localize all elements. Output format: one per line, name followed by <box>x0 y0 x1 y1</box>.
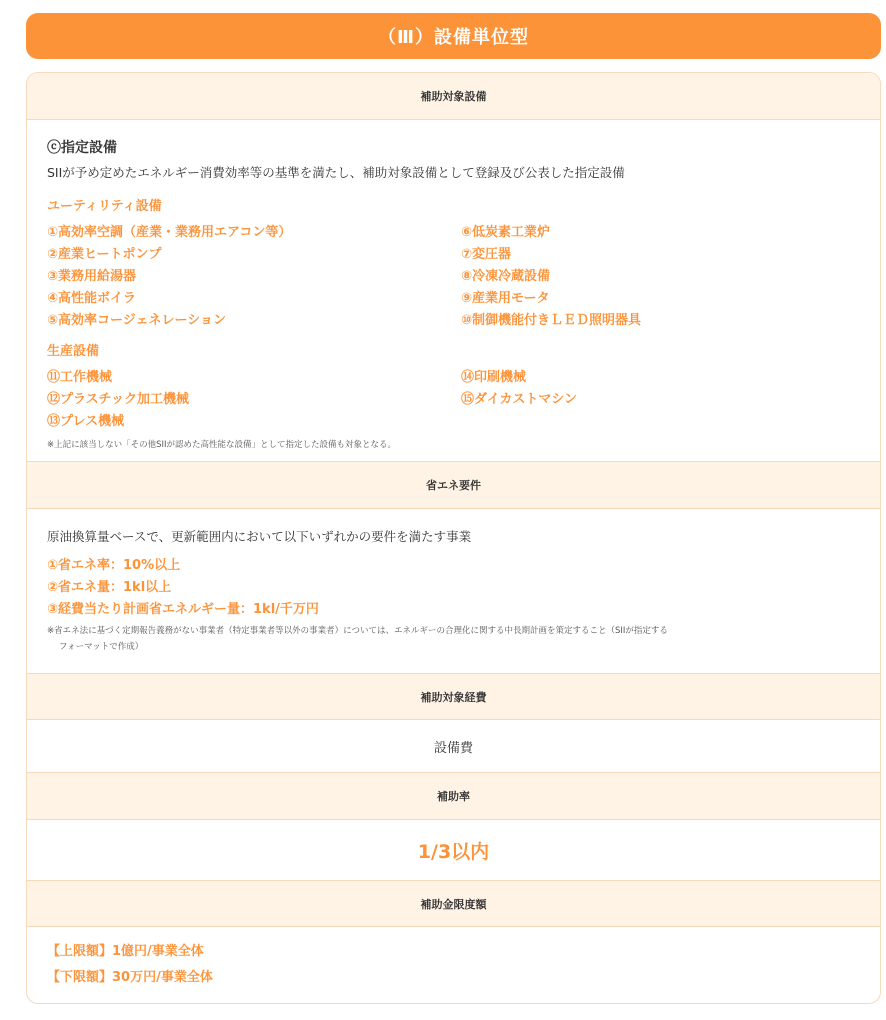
production-list-right <box>461 367 861 433</box>
list-item: ⑫プラスチック加工機械 <box>47 392 189 407</box>
list-item: ④高性能ボイラ <box>47 291 137 306</box>
upper-limit: 【上限額】1億円/事業全体 <box>47 944 204 959</box>
production-equipment-list <box>47 367 860 433</box>
list-item: ⑩制御機能付きＬＥＤ照明器具 <box>461 313 642 328</box>
list-item: ⑧冷凍冷蔵設備 <box>461 269 551 284</box>
list-item: ⑪工作機械 <box>47 370 113 385</box>
list-item: ③経費当たり計画省エネルギー量：1kl/千万円 <box>47 602 319 617</box>
list-item: ②省エネ量：1kl以上 <box>47 580 172 595</box>
utility-category-label: ユーティリティ設備 <box>47 199 162 214</box>
list-item: ②産業ヒートポンプ <box>47 247 162 262</box>
eligible-expenses-value: 設備費 <box>433 740 473 756</box>
equipment-footnote: ※上記に該当しない「その他SIIが認めた高性能な設備」として指定した設備も対象となる。 <box>47 440 397 450</box>
list-item: ⑦変圧器 <box>461 247 512 262</box>
utility-list-left <box>47 222 461 332</box>
energy-requirements-body <box>47 527 860 655</box>
divider <box>27 119 880 120</box>
eligible-expenses-header: 補助対象経費 <box>27 674 880 719</box>
subsidy-rate-value: 1/3以内 <box>417 840 490 863</box>
list-item: ①高効率空調（産業・業務用エアコン等） <box>47 225 292 240</box>
designated-equipment-description: SIIが予め定めたエネルギー消費効率等の基準を満たし、補助対象設備として登録及び公表した指定設備 <box>47 165 625 180</box>
subsidy-rate-header: 補助率 <box>27 773 880 819</box>
utility-equipment-list <box>47 222 860 332</box>
list-item: ③業務用給湯器 <box>47 269 137 284</box>
list-item: ⑤高効率コージェネレーション <box>47 313 226 328</box>
list-item: ⑭印刷機械 <box>461 370 527 385</box>
eligible-equipment-body <box>47 137 860 453</box>
energy-requirements-header: 省エネ要件 <box>27 462 880 508</box>
utility-list-right <box>461 222 861 332</box>
subsidy-limit-header: 補助金限度額 <box>27 881 880 926</box>
list-item: ⑨産業用モータ <box>461 291 550 306</box>
energy-footnote-line: ※省エネ法に基づく定期報告義務がない事業者（特定事業者等以外の事業者）については、エネルギーの合理化に関する中長期計画を策定すること（SIIが指定する <box>47 626 668 636</box>
list-item: ⑮ダイカストマシン <box>461 392 578 407</box>
designated-equipment-title: ⓒ指定設備 <box>47 140 117 156</box>
production-list-left <box>47 367 461 433</box>
eligible-equipment-header: 補助対象設備 <box>27 73 880 119</box>
divider <box>27 926 880 927</box>
lower-limit: 【下限額】30万円/事業全体 <box>47 970 213 985</box>
energy-footnote <box>47 623 860 655</box>
energy-footnote-line: フォーマットで作成） <box>59 642 144 652</box>
subsidy-limit-body <box>47 939 860 991</box>
details-card <box>26 72 881 1004</box>
energy-requirements-description: 原油換算量ベースで、更新範囲内において以下いずれかの要件を満たす事業 <box>47 529 472 544</box>
page-title-banner: （Ⅲ）設備単位型 <box>26 13 881 59</box>
list-item: ①省エネ率：10%以上 <box>47 558 181 573</box>
list-item: ⑬プレス機械 <box>47 414 125 429</box>
energy-requirements-list <box>47 555 860 621</box>
divider <box>27 508 880 509</box>
list-item: ⑥低炭素工業炉 <box>461 225 551 240</box>
production-category-label: 生産設備 <box>47 344 100 359</box>
